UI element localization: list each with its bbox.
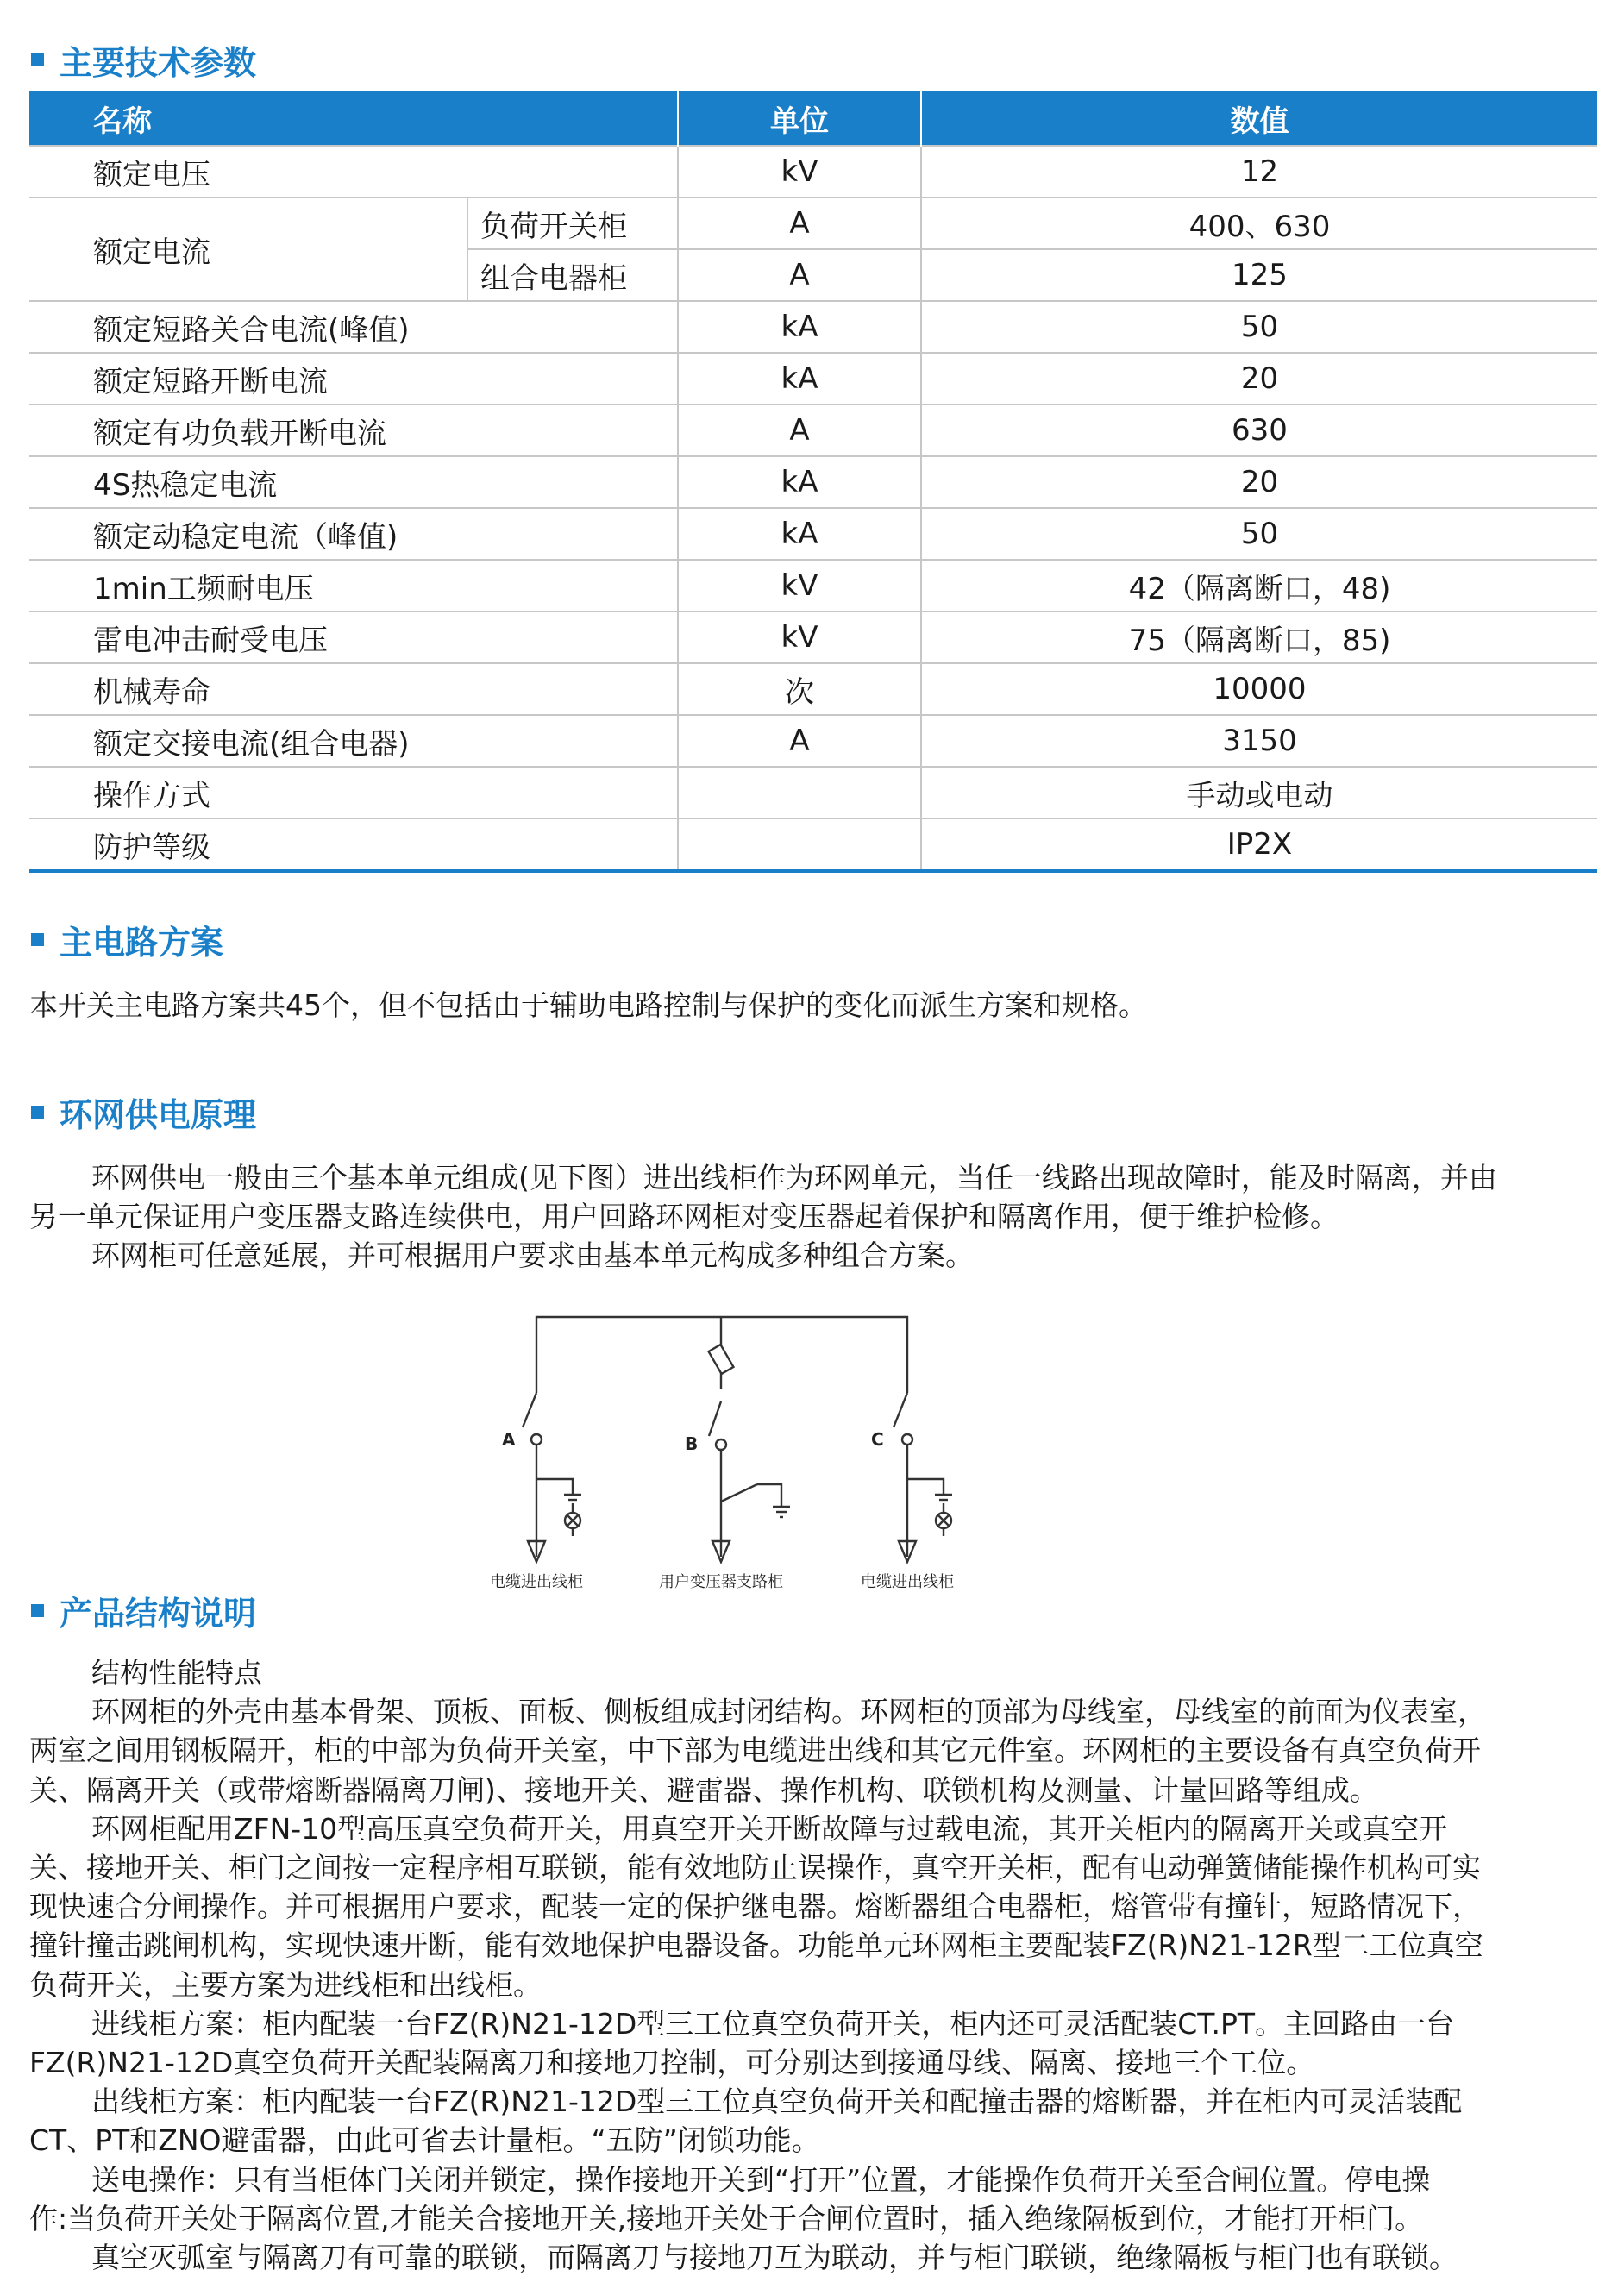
text-line: 另一单元保证用户变压器支路连续供电，用户回路环网柜对变压器起着保护和隔离作用，便于维护检修。 xyxy=(29,1200,1339,1234)
text-line: 两室之间用钢板隔开，柜的中部为负荷开关室，中下部为电缆进出线和其它元件室。环网柜的主要设备有真空负荷开 xyxy=(29,1734,1481,1768)
row-value: 20 xyxy=(921,353,1597,404)
row-name: 额定交接电流(组合电器) xyxy=(29,715,678,767)
table-row xyxy=(29,818,1597,871)
table-row xyxy=(29,353,1597,404)
row-unit: A xyxy=(678,198,921,249)
text-line: 撞针撞击跳闸机构，实现快速开断，能有效地保护电器设备。功能单元环网柜主要配装FZ(R)N21-12R型二工位真空 xyxy=(29,1928,1483,1963)
row-value: 75（隔离断口，85) xyxy=(921,611,1597,663)
square-bullet-icon xyxy=(31,1604,44,1617)
label-b: B xyxy=(685,1433,699,1454)
row-subname: 组合电器柜 xyxy=(467,249,678,301)
header-value: 数值 xyxy=(921,91,1597,146)
table-row xyxy=(29,611,1597,663)
row-name: 额定电压 xyxy=(29,146,678,198)
ring-network-diagram xyxy=(466,1307,1000,1591)
table-row xyxy=(29,767,1597,818)
text-line: 真空灭弧室与隔离刀有可靠的联锁，而隔离刀与接地刀互为联动，并与柜门联锁，绝缘隔板与柜门也有联锁。 xyxy=(91,2241,1458,2275)
row-name: 额定短路开断电流 xyxy=(29,353,678,404)
text-line: 关、接地开关、柜门之间按一定程序相互联锁，能有效地防止误操作，真空开关柜，配有电动弹簧储能操作机构可实 xyxy=(29,1851,1481,1885)
label-a: A xyxy=(502,1429,516,1450)
row-name: 额定有功负载开断电流 xyxy=(29,404,678,456)
section-title-ring-principle: 环网供电原理 xyxy=(31,1088,256,1136)
structure-paragraph xyxy=(29,1653,1599,2277)
row-unit: kA xyxy=(678,353,921,404)
main-circuit-paragraph: 本开关主电路方案共45个，但不包括由于辅助电路控制与保护的变化而派生方案和规格。 xyxy=(29,988,1147,1022)
table-row xyxy=(29,508,1597,560)
row-name: 额定动稳定电流（峰值) xyxy=(29,508,678,560)
row-unit: A xyxy=(678,404,921,456)
table-row xyxy=(29,404,1597,456)
row-unit: kV xyxy=(678,146,921,198)
text-line: CT、PT和ZNO避雷器，由此可省去计量柜。“五防”闭锁功能。 xyxy=(29,2123,820,2158)
text-line: 环网柜的外壳由基本骨架、顶板、面板、侧板组成封闭结构。环网柜的顶部为母线室，母线室的前面为仪表室， xyxy=(91,1695,1486,1729)
header-name: 名称 xyxy=(29,91,678,146)
row-unit: 次 xyxy=(678,663,921,715)
row-subname: 负荷开关柜 xyxy=(467,198,678,249)
subheading: 结构性能特点 xyxy=(91,1656,262,1690)
caption-a: 电缆进出线柜 xyxy=(490,1573,583,1591)
row-value: 42（隔离断口，48) xyxy=(921,560,1597,611)
text-line: 环网供电一般由三个基本单元组成(见下图）进出线柜作为环网单元，当任一线路出现故障时，能及时隔离，并由 xyxy=(91,1161,1497,1195)
label-c: C xyxy=(871,1429,884,1450)
row-name: 1min工频耐电压 xyxy=(29,560,678,611)
text-line: 负荷开关，主要方案为进线柜和出线柜。 xyxy=(29,1967,542,2002)
row-value: 630 xyxy=(921,404,1597,456)
table-row xyxy=(29,146,1597,198)
row-value: IP2X xyxy=(921,818,1597,871)
text-line: 现快速合分闸操作。并可根据用户要求，配装一定的保护继电器。熔断器组合电器柜，熔管带有撞针，短路情况下， xyxy=(29,1890,1481,1924)
row-unit: A xyxy=(678,249,921,301)
row-unit: A xyxy=(678,715,921,767)
row-unit: kV xyxy=(678,560,921,611)
square-bullet-icon xyxy=(31,933,44,946)
row-value: 50 xyxy=(921,301,1597,353)
section-title-tech-params: 主要技术参数 xyxy=(31,36,256,84)
row-unit: kA xyxy=(678,508,921,560)
table-header-row xyxy=(29,91,1597,146)
text-line: 进线柜方案：柜内配装一台FZ(R)N21-12D型三工位真空负荷开关，柜内还可灵活配装CT.PT。主回路由一台 xyxy=(91,2006,1455,2041)
row-name: 雷电冲击耐受电压 xyxy=(29,611,678,663)
row-unit: kV xyxy=(678,611,921,663)
header-unit: 单位 xyxy=(678,91,921,146)
caption-c: 电缆进出线柜 xyxy=(861,1573,954,1591)
row-name: 4S热稳定电流 xyxy=(29,456,678,508)
table-row xyxy=(29,198,1597,249)
text-line: 关、隔离开关（或带熔断器隔离刀闸)、接地开关、避雷器、操作机构、联锁机构及测量、计量回路等组成。 xyxy=(29,1772,1378,1807)
text-line: 送电操作：只有当柜体门关闭并锁定，操作接地开关到“打开”位置，才能操作负荷开关至合闸位置。停电操 xyxy=(91,2162,1431,2197)
text-line: 环网柜配用ZFN-10型高压真空负荷开关，用真空开关开断故障与过载电流，其开关柜内的隔离开关或真空开 xyxy=(91,1811,1448,1846)
row-value: 12 xyxy=(921,146,1597,198)
row-name: 额定电流 xyxy=(29,198,467,301)
section-title-structure: 产品结构说明 xyxy=(31,1587,256,1634)
caption-b: 用户变压器支路柜 xyxy=(659,1573,783,1591)
table-row xyxy=(29,715,1597,767)
row-value: 10000 xyxy=(921,663,1597,715)
unit-a-circuit xyxy=(523,1393,581,1562)
square-bullet-icon xyxy=(31,1106,44,1119)
text-line: 出线柜方案：柜内配装一台FZ(R)N21-12D型三工位真空负荷开关和配撞击器的熔断器，并在柜内可灵活装配 xyxy=(91,2085,1463,2119)
row-unit: kA xyxy=(678,301,921,353)
row-unit xyxy=(678,767,921,818)
row-value: 125 xyxy=(921,249,1597,301)
table-row xyxy=(29,663,1597,715)
square-bullet-icon xyxy=(31,53,44,66)
row-value: 400、630 xyxy=(921,198,1597,249)
table-row xyxy=(29,301,1597,353)
row-name: 防护等级 xyxy=(29,818,678,871)
text-line: 环网柜可任意延展，并可根据用户要求由基本单元构成多种组合方案。 xyxy=(91,1238,974,1273)
text-line: 作:当负荷开关处于隔离位置,才能关合接地开关,接地开关处于合闸位置时，插入绝缘隔板到位，才能打开柜门。 xyxy=(29,2201,1424,2235)
unit-c-circuit xyxy=(894,1393,952,1562)
section-title-main-circuit: 主电路方案 xyxy=(31,916,223,963)
row-value: 50 xyxy=(921,508,1597,560)
parameter-table xyxy=(29,91,1597,873)
row-name: 额定短路关合电流(峰值) xyxy=(29,301,678,353)
unit-b-circuit xyxy=(709,1345,790,1562)
ring-principle-paragraph xyxy=(29,1158,1599,1276)
structure-lines xyxy=(29,1692,1599,2277)
row-name: 操作方式 xyxy=(29,767,678,818)
row-unit: kA xyxy=(678,456,921,508)
text-line: FZ(R)N21-12D真空负荷开关配装隔离刀和接地刀控制，可分别达到接通母线、隔离、接地三个工位。 xyxy=(29,2046,1315,2080)
table-row xyxy=(29,456,1597,508)
row-value: 20 xyxy=(921,456,1597,508)
row-unit xyxy=(678,818,921,871)
table-row xyxy=(29,560,1597,611)
row-name: 机械寿命 xyxy=(29,663,678,715)
row-value: 3150 xyxy=(921,715,1597,767)
row-value: 手动或电动 xyxy=(921,767,1597,818)
